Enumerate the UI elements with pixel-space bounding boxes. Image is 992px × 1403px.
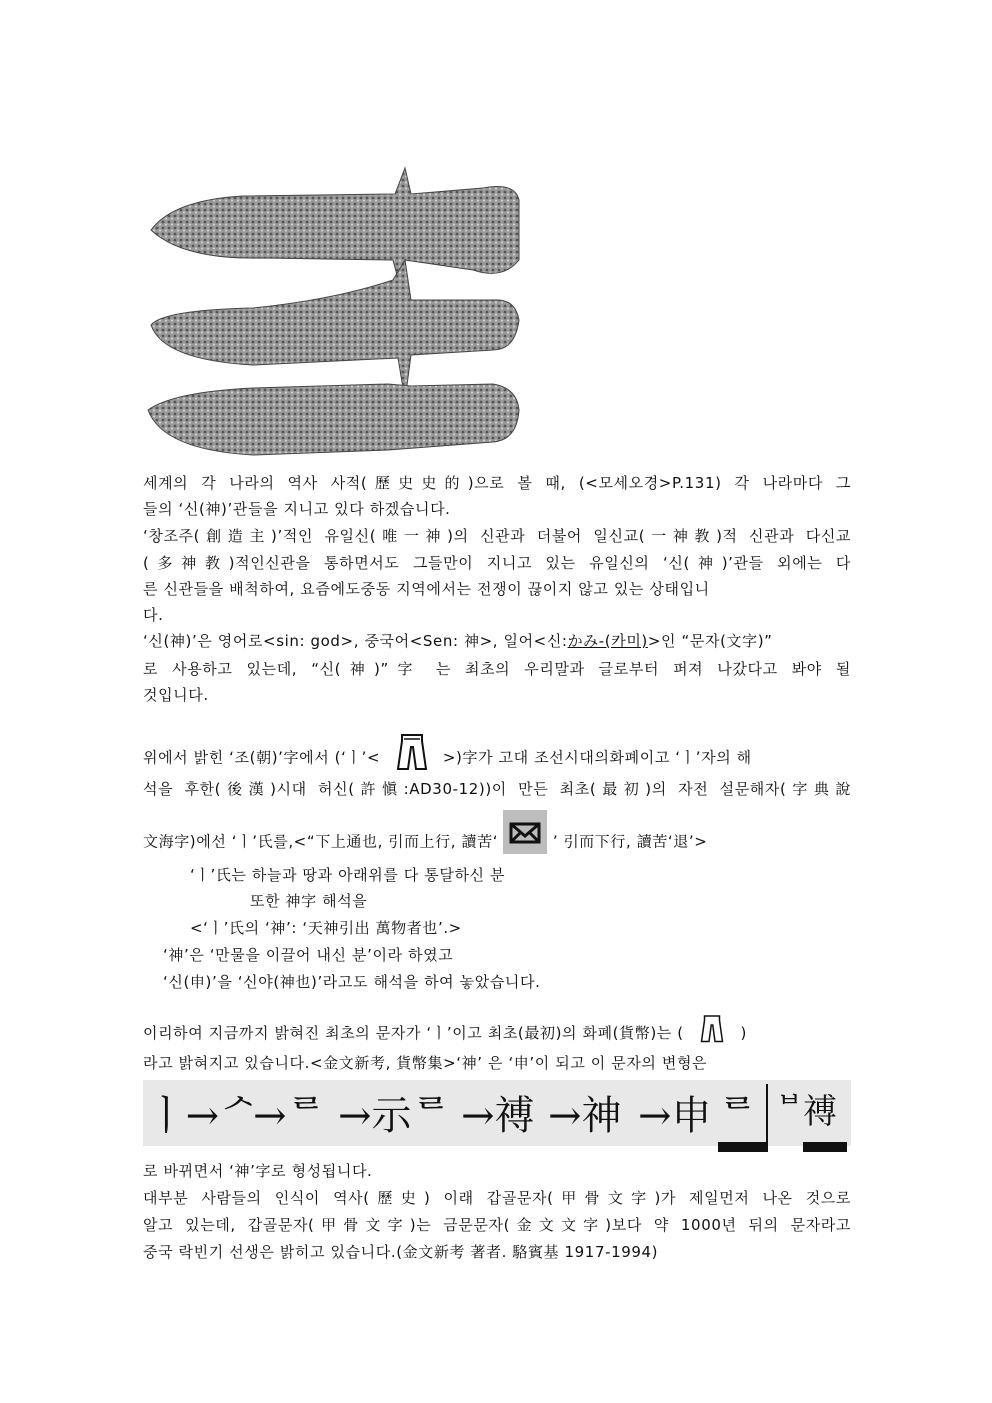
- p4-text-d: ’ 引而下行, 讀苦‘退’>: [552, 832, 708, 851]
- paragraph-2-line-1: ‘창조주(創造主)’적인 유일신(唯一神)의 신관과 더불어 일신교(一神教)적 신관과 다신교: [143, 527, 851, 545]
- coin-glyph-icon: [392, 731, 432, 771]
- paragraph-3-line-1: [143, 630, 773, 651]
- p3-text-b: >인 “문자(文字)”: [647, 632, 773, 650]
- strip-glyph-2: →ᄅ: [253, 1093, 326, 1139]
- paragraph-3-line-3: 것입니다.: [143, 686, 209, 704]
- knife-blade-top: [151, 168, 519, 290]
- strip-glyph-9: 禣: [803, 1084, 847, 1152]
- knife-blade-bottom: [148, 384, 519, 455]
- paragraph-5-line-1: [143, 1022, 747, 1045]
- paragraph-6-line-1: 로 바뀌면서 ‘神’字로 형성됩니다.: [143, 1162, 373, 1180]
- strip-glyph-7: ᄅ: [718, 1084, 768, 1152]
- quote-line-5: ‘신(申)’을 ‘신야(神也)’라고도 해석을 하여 놓았습니다.: [163, 973, 541, 991]
- strip-glyph-5: →神: [548, 1093, 622, 1139]
- strip-glyph-1: ㅣ→ᄼ: [147, 1093, 258, 1139]
- glyph-evolution-strip: [143, 1080, 851, 1146]
- quote-line-4: ‘神’은 ‘만물을 이끌어 내신 분’이라 하였고: [163, 946, 454, 964]
- paragraph-2-line-2: (多神教)적인신관을 통하면서도 그들만이 지니고 있는 유일신의 ‘신(神)’관들 외에는 다: [143, 554, 851, 572]
- paragraph-1-line-2: 들의 ‘신(神)’관들을 지니고 있다 하겠습니다.: [143, 500, 451, 518]
- paragraph-5-line-2: 라고 밝혀지고 있습니다.<金文新考, 貨幣集>‘神’ 은 ‘申’이 되고 이 문자의 변형은: [143, 1054, 708, 1072]
- paragraph-3-line-2: 로 사용하고 있는데, “신(神)”字 는 최초의 우리말과 글로부터 퍼져 나갔다고 봐야 될: [143, 660, 851, 678]
- p3-text-a: ‘신(神)’은 영어로<sin: god>, 중국어<Sen: 神>, 일어<신:: [143, 632, 568, 650]
- strip-glyph-4: →禣: [461, 1093, 535, 1139]
- strip-glyph-8: ᄇ: [775, 1092, 804, 1127]
- paragraph-2-line-4: 다.: [143, 606, 164, 624]
- coin-glyph-small-icon: [697, 1011, 727, 1045]
- paragraph-2-line-3: 른 신관들을 배척하여, 요즘에도중동 지역에서는 전쟁이 끊이지 않고 있는 상태입니: [143, 580, 710, 598]
- p4-text-a: 위에서 밝힌 ‘조(朝)’字에서 (‘ㅣ’<: [143, 748, 381, 767]
- paragraph-6-line-2: 대부분 사람들의 인식이 역사(歷史) 이래 갑골문자(甲骨文字)가 제일먼저 나온 것으로: [143, 1189, 851, 1207]
- p5-text-a: 이리하여 지금까지 밝혀진 최초의 문자가 ‘ㅣ’이고 최초(最初)의 화폐(貨幣)는 (: [143, 1024, 684, 1042]
- p4-text-c: 文海字)에선 ‘ㅣ’氏를,<“下上通也, 引而上行, 讀苦‘: [143, 832, 499, 851]
- envelope-glyph-icon: [503, 810, 547, 854]
- quote-line-3: <‘ㅣ’氏의 ‘神’: ‘天神引出 萬物者也’.>: [190, 919, 462, 937]
- quote-line-2: 또한 神字 해석을: [250, 892, 368, 910]
- paragraph-1-line-1: 세계의 각 나라의 역사 사적(歷史史的)으로 볼 때, (<모세오경>P.131) 각 나라마다 그: [143, 474, 851, 492]
- strip-glyph-6: →申: [638, 1093, 712, 1139]
- paragraph-6-line-4: 중국 락빈기 선생은 밝히고 있습니다.(金文新考 著者. 駱賓基 1917-1994): [143, 1243, 659, 1261]
- strip-glyph-3: →示ᄅ: [338, 1093, 451, 1139]
- knife-money-image: [143, 160, 523, 460]
- knife-blade-middle: [151, 260, 519, 400]
- paragraph-6-line-3: 알고 있는데, 갑골문자(甲骨文字)는 금문문자(金文文字)보다 약 1000년 뒤의 문자라고: [143, 1216, 851, 1234]
- quote-line-1: ‘ㅣ’氏는 하늘과 땅과 아래위를 다 통달하신 분: [190, 866, 506, 884]
- paragraph-4-line-3: [143, 830, 707, 854]
- p3-underlined-kami: かみ-(카미): [567, 632, 648, 650]
- paragraph-4-line-1: [143, 745, 752, 771]
- p5-text-b: ): [740, 1024, 747, 1042]
- p4-text-b: >)字가 고대 조선시대의화폐이고 ‘ㅣ’자의 해: [442, 748, 752, 767]
- paragraph-4-line-2: 석을 후한(後漢)시대 허신(許愼:AD30-12))이 만든 최초(最初)의 자전 설문해자(字典說: [143, 780, 851, 798]
